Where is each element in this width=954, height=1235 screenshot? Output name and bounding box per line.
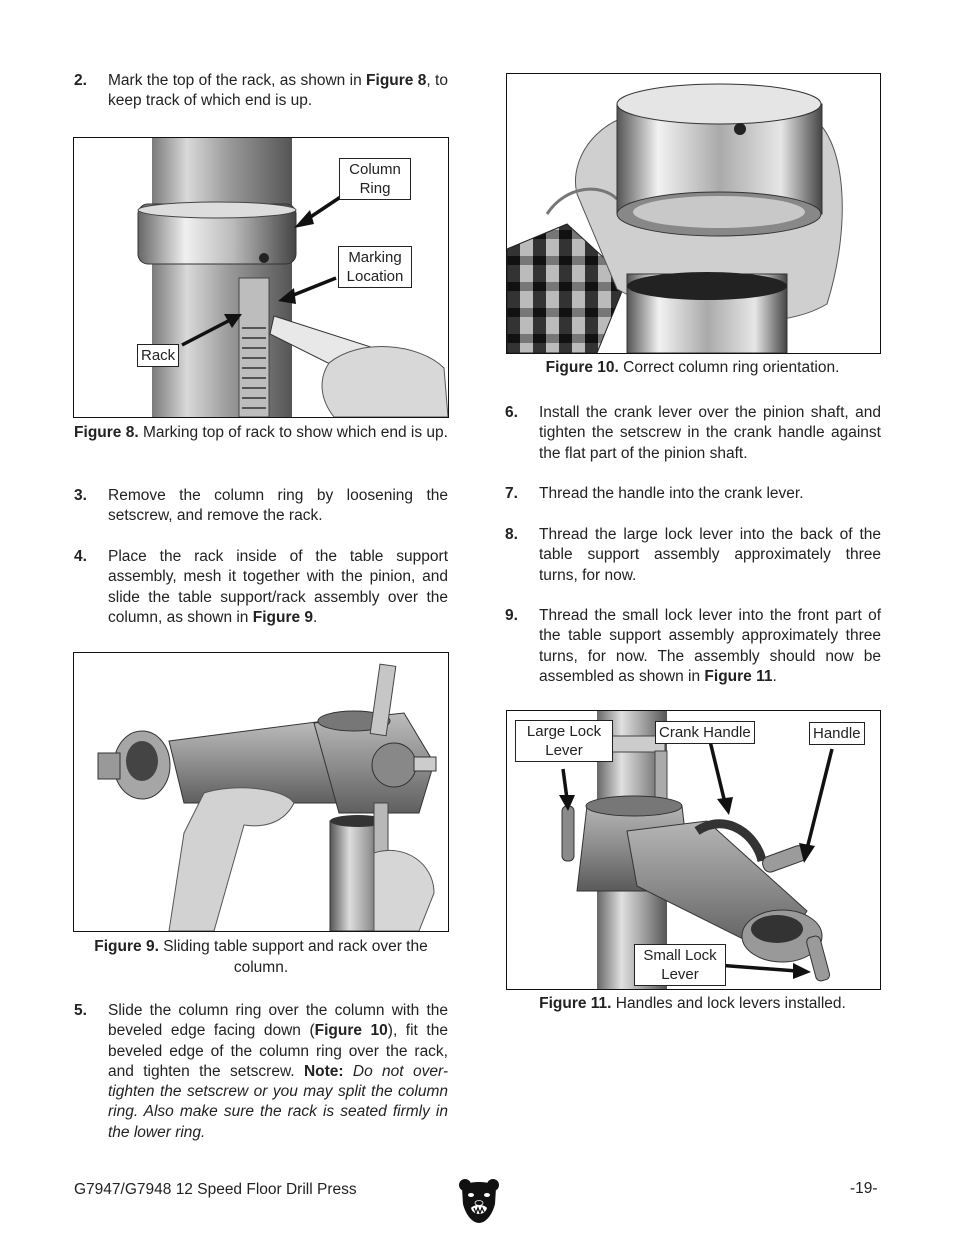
step-7 xyxy=(505,484,881,506)
step-2 xyxy=(74,71,448,113)
figure-reference: Figure 9 xyxy=(252,608,314,626)
figure-9-photo xyxy=(73,652,449,932)
step-8 xyxy=(505,525,881,587)
callout-large-lock-lever: Large Lock Lever xyxy=(515,720,613,762)
callout-handle: Handle xyxy=(809,722,865,745)
step-text: Thread the large lock lever into the back of the table support assembly approximately three turns, for now. xyxy=(539,526,881,584)
figure-11-caption: Figure 11. Handles and lock levers installed. xyxy=(539,995,846,1012)
step-4 xyxy=(74,547,448,629)
step-number: 8. xyxy=(505,526,518,543)
step-text: Place the rack inside of the table support assembly, mesh it together with the pinion, and slide the table support/rack assembly over the column, as shown in Figure 9. xyxy=(108,548,448,626)
figure-reference: Figure 10 xyxy=(314,1022,388,1040)
step-number: 6. xyxy=(505,404,518,421)
step-text: Remove the column ring by loosening the setscrew, and remove the rack. xyxy=(108,487,448,525)
step-number: 2. xyxy=(74,72,87,89)
step-number: 9. xyxy=(505,607,518,624)
page-number: -19- xyxy=(850,1180,878,1197)
step-text: Thread the handle into the crank lever. xyxy=(539,485,804,502)
column-ring-in-hand-illustration xyxy=(507,74,880,353)
step-text: Thread the small lock lever into the front part of the table support assembly approximately three turns, for now. The assembly should now be assembled as shown in Figure 11. xyxy=(539,607,881,685)
callout-small-lock-lever: Small Lock Lever xyxy=(634,944,726,986)
step-9 xyxy=(505,606,881,688)
note-text: Do not over-tighten the setscrew or you may split the column ring. Also make sure the rack is seated firmly in the lower ring. xyxy=(108,1062,448,1141)
step-number: 5. xyxy=(74,1002,87,1019)
callout-column-ring: Column Ring xyxy=(339,158,411,200)
figure-11-photo xyxy=(506,710,881,990)
step-text: Slide the column ring over the column with the beveled edge facing down (Figure 10), fit the beveled edge of the column ring over the rack, and tighten the setscrew. Note: Do not over-tighten the setscrew or you may split the column ring. Also make sure the rack is seated firmly in the lower ring. xyxy=(108,1002,448,1141)
callout-crank-handle: Crank Handle xyxy=(655,721,755,744)
table-support-assembly-illustration xyxy=(74,653,448,931)
step-number: 3. xyxy=(74,487,87,504)
figure-reference: Figure 8 xyxy=(366,72,427,89)
step-text: Install the crank lever over the pinion shaft, and tighten the setscrew in the crank handle against the flat part of the pinion shaft. xyxy=(539,404,881,462)
figure-8-photo xyxy=(73,137,449,418)
step-number: 7. xyxy=(505,485,518,502)
figure-reference: Figure 11 xyxy=(704,667,773,685)
step-3 xyxy=(74,486,448,528)
footer-model-name: G7947/G7948 12 Speed Floor Drill Press xyxy=(74,1181,357,1198)
step-number: 4. xyxy=(74,548,87,565)
figure-9-caption: Figure 9. Sliding table support and rack over the column. xyxy=(94,938,428,976)
figure-8-caption: Figure 8. Marking top of rack to show which end is up. xyxy=(74,424,448,441)
grizzly-bear-logo-icon xyxy=(458,1178,500,1224)
callout-rack: Rack xyxy=(137,344,179,367)
figure-10-caption: Figure 10. Correct column ring orientation. xyxy=(545,359,840,376)
step-text: Mark the top of the rack, as shown in Figure 8, to keep track of which end is up. xyxy=(108,72,448,110)
note-label: Note: xyxy=(303,1062,344,1080)
step-5 xyxy=(74,1001,448,1143)
callout-marking-location: Marking Location xyxy=(338,246,412,288)
figure-10-photo xyxy=(506,73,881,354)
step-6 xyxy=(505,403,881,465)
